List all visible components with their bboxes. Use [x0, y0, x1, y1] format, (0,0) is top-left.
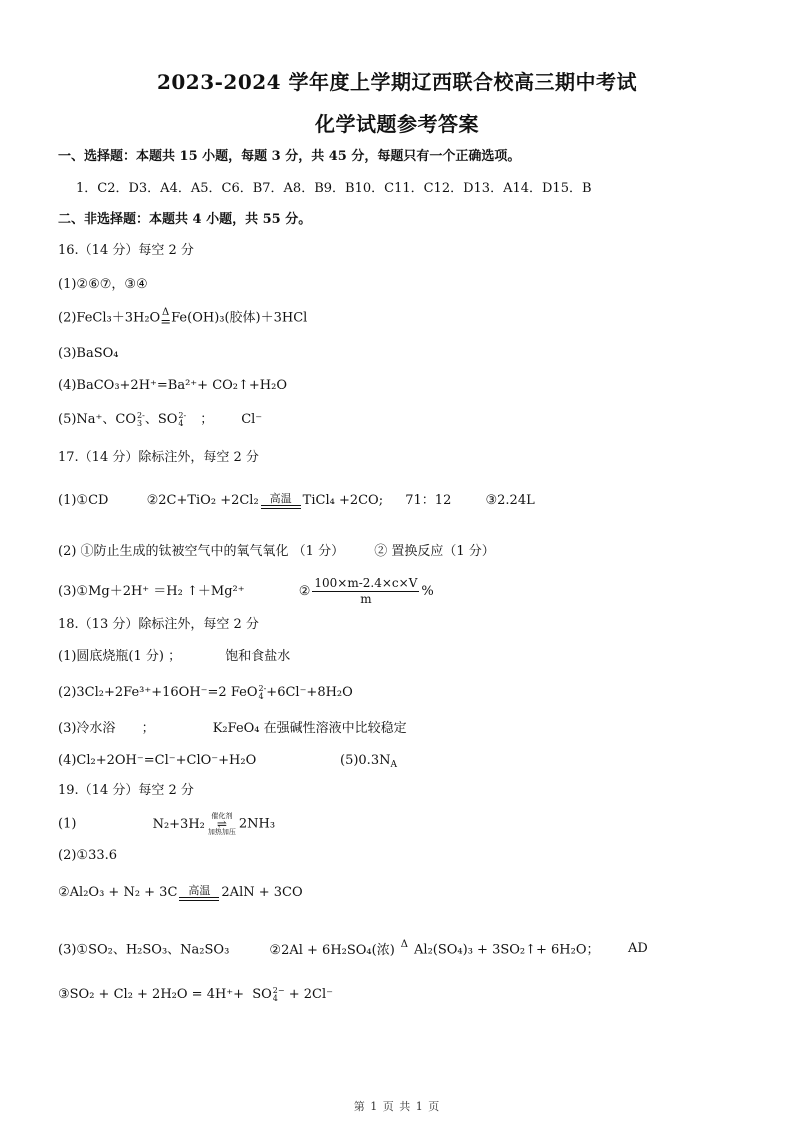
q19-part5: ③SO₂ + Cl₂ + 2H₂O = 4H⁺+ SO 2− 4 + 2Cl⁻ [58, 985, 333, 1003]
percent-sign: % [421, 584, 434, 599]
q17-part1-ratio: 71：12 [405, 493, 452, 508]
page-subtitle: 化学试题参考答案 [315, 112, 479, 136]
heat-condition: Δ = [160, 307, 172, 330]
q19-part3 [58, 884, 303, 902]
q17-part2 [58, 543, 495, 561]
q17-part2-b: ② 置换反应（1 分） [374, 544, 495, 559]
q16-part2-reactants: (2)FeCl₃＋3H₂O [58, 310, 161, 326]
q19-heading: 19.（14 分）每空 2 分 [58, 783, 194, 798]
q16-part2 [58, 308, 307, 328]
q17-part1 [58, 492, 535, 510]
q19-part2: (2)①33.6 [58, 848, 118, 863]
q19-part4 [58, 939, 648, 960]
q19-part4-a: (3)①SO₂、H₂SO₃、Na₂SO₃ [58, 942, 230, 958]
q16-heading: 16.（14 分）每空 2 分 [58, 243, 194, 258]
q18-part2-b: +6Cl⁻+8H₂O [266, 685, 353, 700]
q17-part1-products: TiCl₄ +2CO; [302, 493, 384, 508]
q19-part1-reactants: N₂+3H₂ [152, 816, 205, 832]
q19-part5-b: SO [252, 987, 272, 1002]
purity-fraction: $\frac{100\times m-2.4\times c\times V}{m}$ [314, 576, 418, 606]
high-temp-condition: 高温 [259, 493, 303, 509]
q16-part5-ions-a: (5)Na⁺、CO [58, 412, 137, 427]
q16-part1: (1)②⑥⑦，③④ [58, 277, 148, 292]
reversible-arrow: 催化剂 ⇌ 加热加压 [207, 812, 236, 836]
q18-part1-a: (1)圆底烧瓶(1 分) ； [58, 649, 182, 664]
q18-part1-b: 饱和食盐水 [225, 649, 291, 664]
q17-part3-a: (3)①Mg＋2H⁺ ＝H₂ ↑＋Mg²⁺ [58, 584, 245, 599]
q19-part3-products: 2AlN + 3CO [221, 885, 303, 900]
q18-part3-c: K₂FeO₄ 在强碱性溶液中比较稳定 [212, 721, 407, 736]
q19-part3-reactants: ②Al₂O₃ + N₂ + 3C [58, 885, 178, 900]
q19-part4-choice: AD [628, 941, 648, 956]
q17-part1-reactants: ②2C+TiO₂ +2Cl₂ [146, 493, 259, 508]
q16-part5-ions-c: Cl⁻ [241, 412, 263, 427]
q19-part4-reactants: ②2Al + 6H₂SO₄(浓) [269, 942, 395, 958]
q16-part5-ions-b: 、SO [144, 412, 178, 427]
q17-heading: 17.（14 分）除标注外，每空 2 分 [58, 450, 259, 465]
q18-heading: 18.（13 分）除标注外，每空 2 分 [58, 617, 259, 632]
high-temp-condition-2: 高温 [177, 885, 221, 901]
q17-part1-a: (1)①CD [58, 493, 109, 508]
page-footer: 第 1 页 共 1 页 [353, 1100, 441, 1113]
q19-part5-a: ③SO₂ + Cl₂ + 2H₂O = 4H⁺+ [58, 987, 245, 1002]
q16-part4: (4)BaCO₃+2H⁺=Ba²⁺+ CO₂↑+H₂O [58, 378, 287, 393]
page-title: 2023-2024 学年度上学期辽西联合校高三期中考试 [156, 70, 638, 94]
q17-part1-volume: ③2.24L [485, 493, 535, 508]
q17-part2-a: (2) ①防止生成的钛被空气中的氧气氧化 （1 分） [58, 544, 345, 559]
q19-part5-c: + 2Cl⁻ [288, 987, 333, 1002]
q17-part3-b-label: ② [298, 584, 311, 599]
q18-part2-a: (2)3Cl₂+2Fe³⁺+16OH⁻=2 FeO [58, 685, 258, 700]
q16-part3: (3)BaSO₄ [58, 346, 119, 361]
q19-part4-products: Al₂(SO₄)₃ + 3SO₂↑+ 6H₂O； [414, 942, 600, 958]
q18-part3 [58, 720, 407, 738]
q16-part2-products: Fe(OH)₃(胶体)＋3HCl [171, 310, 308, 326]
q18-part4: (4)Cl₂+2OH⁻=Cl⁻+ClO⁻+H₂O [58, 753, 257, 768]
section1-heading: 一、选择题：本题共 15 小题，每题 3 分，共 45 分，每题只有一个正确选项。 [58, 149, 521, 164]
mc-answers: 1．C2．D3．A4．A5．C6．B7．A8．B9．B10．C11．C12．D13．A14．D15．B [76, 181, 592, 196]
q16-part5: (5)Na⁺、CO 2- 3 、SO 2- 4 ； Cl⁻ [58, 410, 263, 428]
q17-part3 [58, 576, 434, 607]
q18-part3-a: (3)冷水浴 [58, 721, 116, 736]
q19-part1-products: 2NH₃ [238, 816, 276, 832]
q18-part5: $(5)0.3N_A$ [340, 753, 397, 770]
q16-part5-sep: ； [200, 412, 214, 427]
q18-part2: (2)3Cl₂+2Fe³⁺+16OH⁻=2 FeO 2- 4 +6Cl⁻+8H₂O [58, 683, 353, 701]
q19-part1-label: (1) [58, 816, 77, 832]
q19-part1 [58, 812, 275, 836]
q18-part1 [58, 648, 290, 666]
q18-part3-sep: ； [141, 721, 155, 736]
heat-condition-2: Δ [400, 939, 409, 950]
section2-heading: 二、非选择题：本题共 4 小题，共 55 分。 [58, 212, 312, 227]
